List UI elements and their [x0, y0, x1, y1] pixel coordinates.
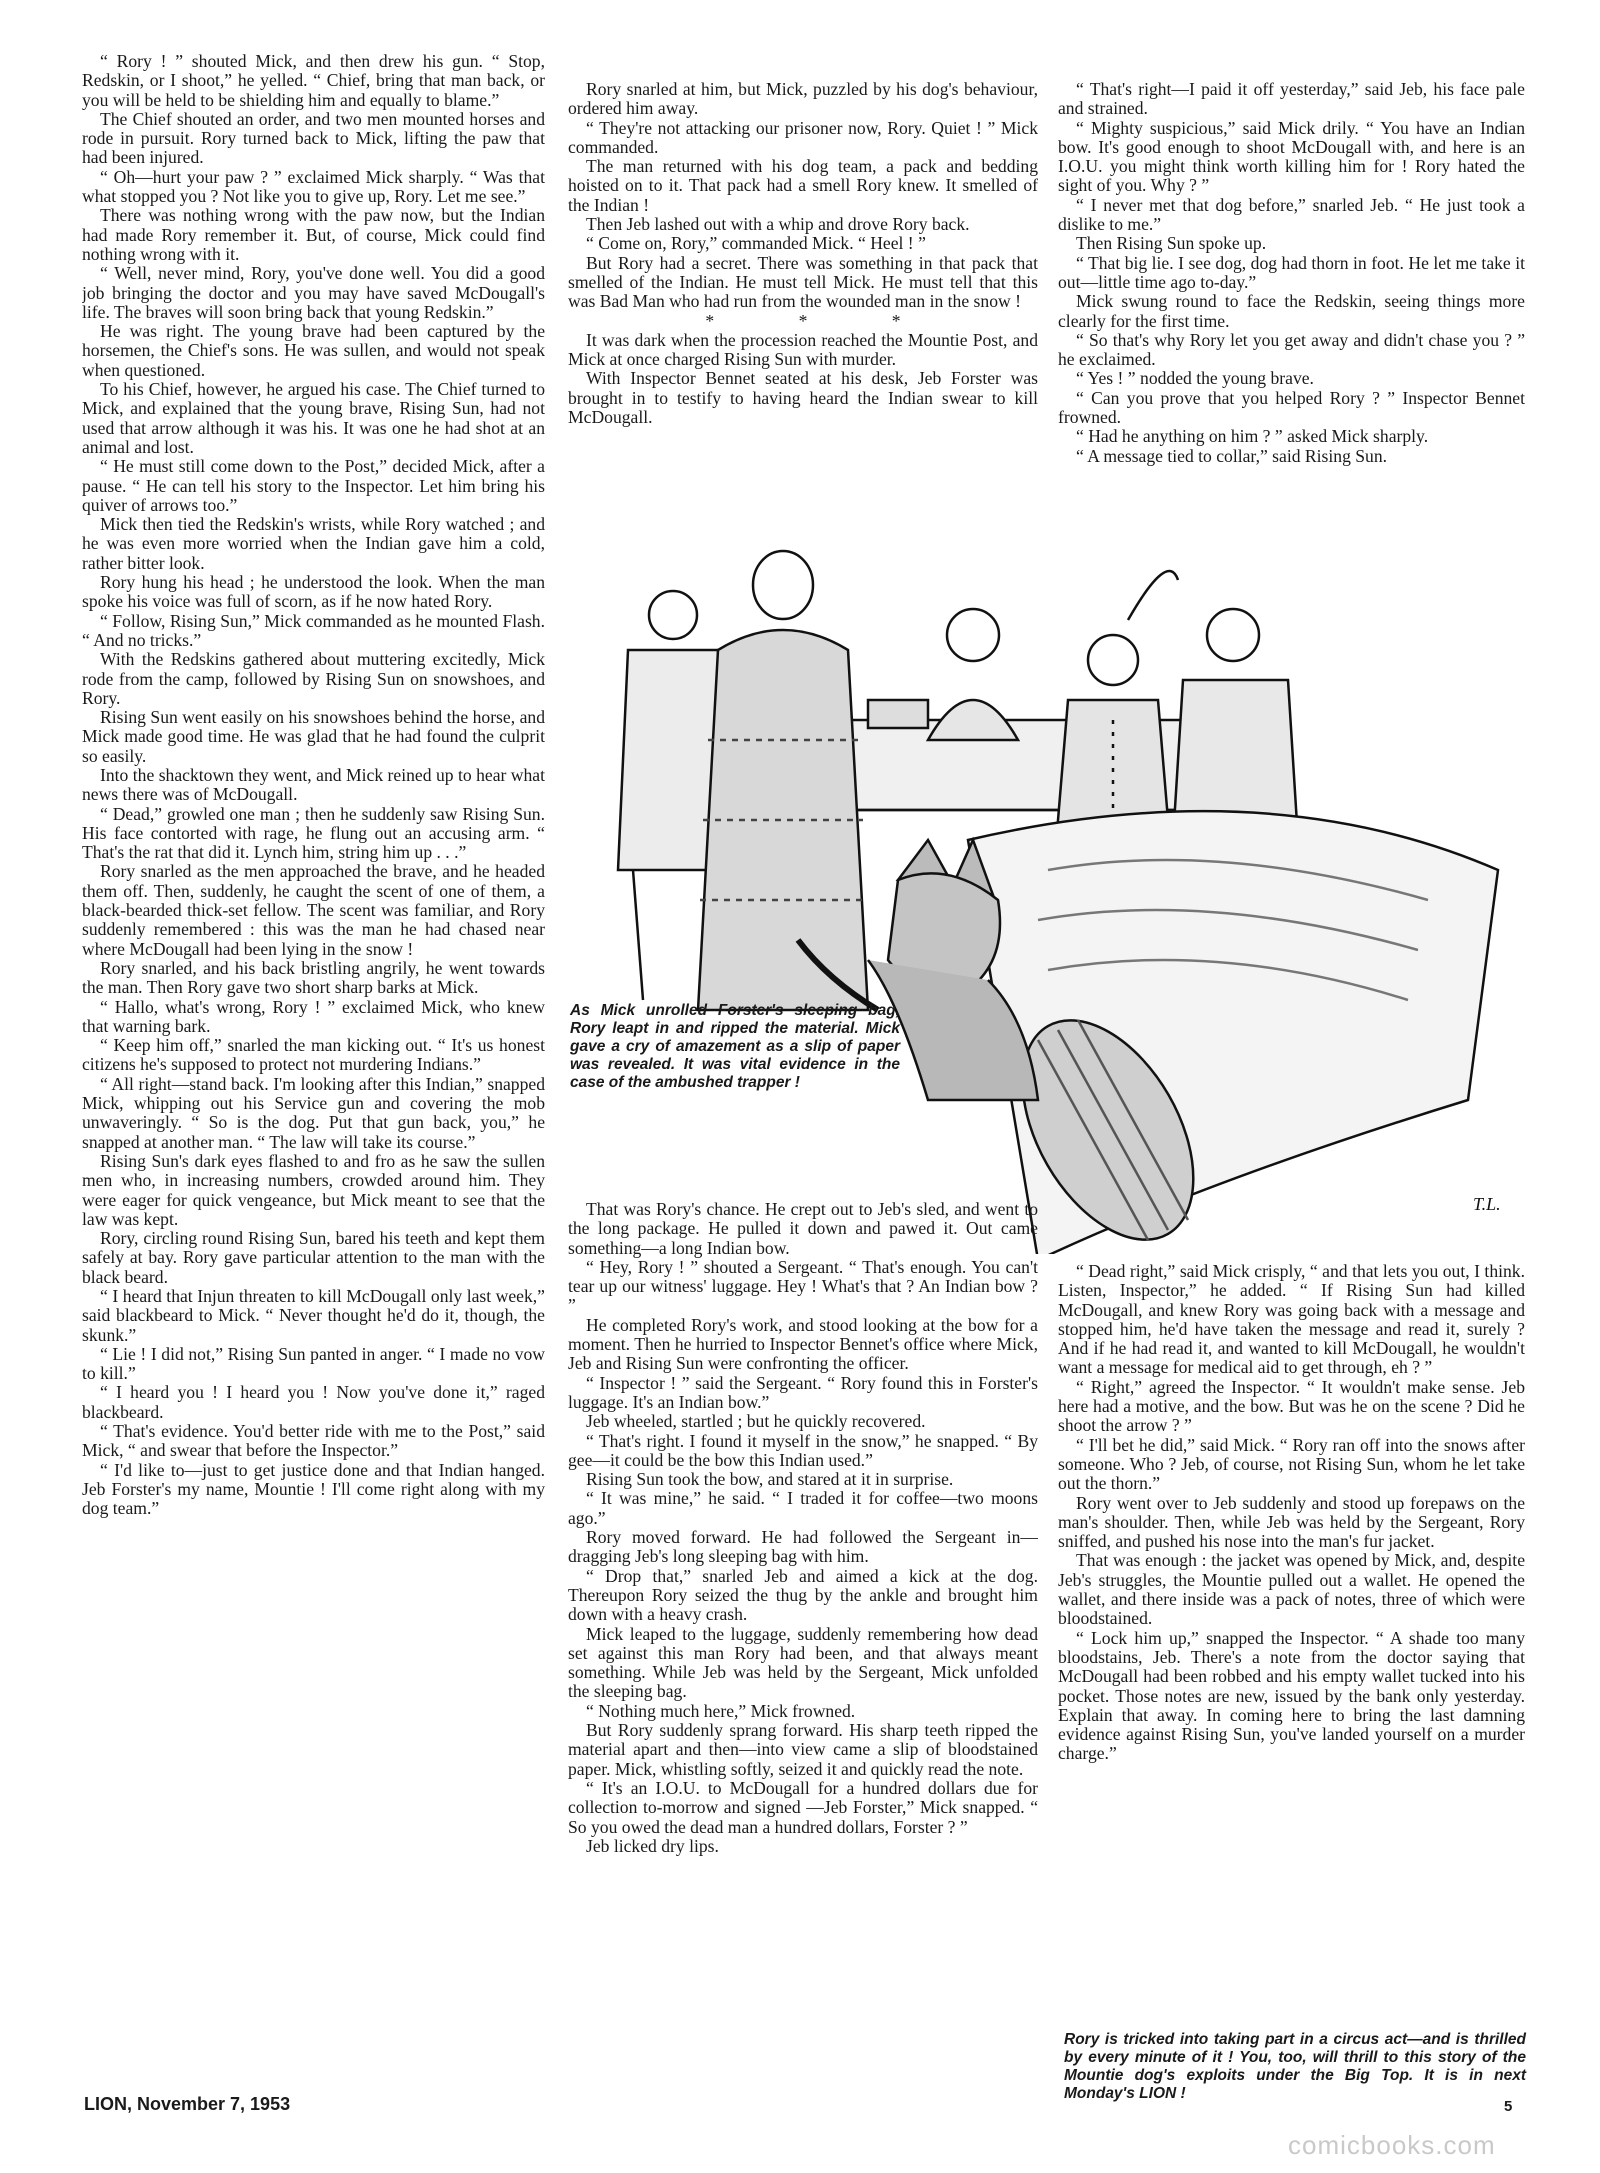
story-column-2-top [568, 80, 1038, 528]
story-paragraph: “ Well, never mind, Rory, you've done well. You did a good job bringing the doctor and you may have saved McDougall's life. The braves will soon bring back that young Redskin.” [82, 263, 545, 322]
story-paragraph: Jeb licked dry lips. [586, 1835, 719, 1856]
story-paragraph: “ He must still come down to the Post,” decided Mick, after a pause. “ He can tell his story to the Inspector. Let him bring his quiver of arrows too.” [82, 456, 545, 515]
story-paragraph: It was dark when the procession reached the Mountie Post, and Mick at once charged Rising Sun with murder. [568, 329, 1038, 370]
story-paragraph: Rory snarled, and his back bristling angrily, he went towards the man. Then Rory gave two short sharp barks at Mick. [82, 957, 545, 998]
story-column-1 [82, 52, 545, 2050]
illustration-caption: As Mick unrolled Forster's sleeping bag, Rory leapt in and ripped the material. Mick gave a cry of amazement as a slip of paper was revealed. It was vital evidence in the case of the ambushed trapper ! [570, 1002, 900, 1091]
story-paragraph: With the Redskins gathered about muttering excitedly, Mick rode from the camp, followed by Rising Sun on snowshoes, and Rory. [82, 649, 545, 708]
story-paragraph: “ Drop that,” snarled Jeb and aimed a kick at the dog. Thereupon Rory seized the thug by the ankle and brought him down with a heavy crash. [568, 1565, 1038, 1625]
story-paragraph: Rory snarled as the men approached the brave, and he headed them off. Then, suddenly, he caught the scent of one of them, a black-bearded thick-set fellow. The scent was familiar, and Rory suddenly remembered : this was the man he had chased near where McDougall had been lying in the snow ! [82, 861, 545, 959]
story-paragraph: Mick leaped to the luggage, suddenly remembering how dead set against this man Rory had been, and that always meant something. While Jeb was held by the Sergeant, Mick unfolded the sleeping bag. [568, 1623, 1038, 1702]
story-paragraph: “ It's an I.O.U. to McDougall for a hundred dollars due for collection to-morrow and signed —Jeb Forster,” Mick snapped. “ So you owed the dead man a hundred dollars, Forster ? ” [568, 1777, 1038, 1837]
story-illustration [568, 540, 1528, 1254]
story-paragraph: “ I heard that Injun threaten to kill McDougall only last week,” said blackbeard to Mick. “ Never thought he'd do it, though, the skunk.” [82, 1286, 545, 1345]
story-paragraph: The man returned with his dog team, a pack and bedding hoisted on to it. That pack had a smell Rory knew. It smelled of the Indian ! [568, 156, 1038, 215]
story-paragraph: “ I heard you ! I heard you ! Now you've done it,” raged blackbeard. [82, 1382, 545, 1422]
story-paragraph: Rising Sun's dark eyes flashed to and fro as he saw the sullen men who, in increasing numbers, crowded around him. They were eager for quick vengeance, but Mick meant to see that the law was kept. [82, 1150, 545, 1229]
story-paragraph: With Inspector Bennet seated at his desk, Jeb Forster was brought in to testify to having heard the Indian swear to kill McDougall. [568, 368, 1038, 428]
story-paragraph: “ That's right. I found it myself in the snow,” he snapped. “ By gee—it could be the bow this Indian used.” [568, 1430, 1038, 1470]
story-paragraph: “ So that's why Rory let you get away and didn't chase you ? ” he exclaimed. [1058, 329, 1525, 370]
story-paragraph: “ Dead,” growled one man ; then he suddenly saw Rising Sun. His face contorted with rage, he flung out an accusing arm. “ That's the rat that did it. Lynch him, string him up . . .” [82, 803, 545, 863]
story-paragraph: Then Jeb lashed out with a whip and drove Rory back. [586, 214, 970, 235]
illustrator-signature: T.L. [1473, 1194, 1501, 1214]
story-paragraph: “ Hallo, what's wrong, Rory ! ” exclaimed Mick, who knew that warning bark. [82, 996, 545, 1036]
story-paragraph: The Chief shouted an order, and two men mounted horses and rode in pursuit. Rory turned back to Mick, lifting the paw that had been injured. [82, 108, 545, 168]
story-paragraph: That was enough : the jacket was opened by Mick, and, despite Jeb's struggles, the Mountie pulled out a wallet. He opened the wallet, and there inside was a pack of notes, three of which were bloodstained. [1058, 1550, 1525, 1629]
page-number: 5 [1504, 2098, 1513, 2115]
story-paragraph: “ A message tied to collar,” said Rising Sun. [1076, 445, 1388, 466]
story-paragraph: * * * [705, 310, 941, 331]
story-paragraph: “ It was mine,” he said. “ I traded it for coffee—two moons ago.” [568, 1488, 1038, 1528]
story-paragraph: Rory hung his head ; he understood the look. When the man spoke his voice was full of scorn, as if he now hated Rory. [82, 572, 545, 612]
story-paragraph: “ Hey, Rory ! ” shouted a Sergeant. “ That's enough. You can't tear up our witness' luggage. Hey ! What's that ? An Indian bow ? ” [568, 1256, 1038, 1316]
story-paragraph: “ I'll bet he did,” said Mick. “ Rory ran off into the snows after someone. Who ? Jeb, of course, not Rising Sun, whom he let take out the thorn.” [1058, 1434, 1525, 1494]
story-paragraph: “ Come on, Rory,” commanded Mick. “ Heel ! ” [586, 233, 926, 254]
story-paragraph: But Rory suddenly sprang forward. His sharp teeth ripped the material apart and then—into view came a slip of bloodstained paper. Mick, whistling softly, seized it and quickly read the note. [568, 1720, 1038, 1779]
issue-date: LION, November 7, 1953 [84, 2094, 291, 2114]
next-week-teaser: Rory is tricked into taking part in a circus act—and is thrilled by every minute of it ! You, too, will thrill to this story of the Mountie dog's exploits under the Big Top. It is in next Monday's LION ! [1064, 2031, 1526, 2102]
story-paragraph: He completed Rory's work, and stood looking at the bow for a moment. Then he hurried to Inspector Bennet's office where Mick, Jeb and Rising Sun were confronting the officer. [568, 1314, 1038, 1374]
story-paragraph: “ I'd like to—just to get justice done and that Indian hanged. Jeb Forster's my name, Mountie ! I'll come right along with my dog team.” [82, 1459, 545, 1519]
story-paragraph: “ Oh—hurt your paw ? ” exclaimed Mick sharply. “ Was that what stopped you ? Not like you to give up, Rory. Let me see.” [82, 166, 545, 207]
story-paragraph: “ Keep him off,” snarled the man kicking out. “ It's us honest citizens he's supposed to protect not murdering Indians.” [82, 1035, 545, 1075]
story-paragraph: “ That big lie. I see dog, dog had thorn in foot. He let me take it out—little time ago to-day.” [1058, 252, 1525, 292]
story-paragraph: “ Inspector ! ” said the Sergeant. “ Rory found this in Forster's luggage. It's an Indian bow.” [568, 1372, 1038, 1412]
story-paragraph: “ Had he anything on him ? ” asked Mick sharply. [1076, 426, 1429, 447]
story-paragraph: “ Dead right,” said Mick crisply, “ and that lets you out, I think. Listen, Inspector,” he added. “ If Rising Sun had killed McDougall, and knew Rory was going back with a message and stopped him, he'd have taken the message and read it, surely ? And if he had read it, and wanted to kill McDougall, he wouldn't want a message for medical aid to get through, eh ? ” [1058, 1262, 1525, 1378]
story-paragraph: Mick swung round to face the Redskin, seeing things more clearly for the first time. [1058, 291, 1525, 331]
story-paragraph: Jeb wheeled, startled ; but he quickly recovered. [586, 1411, 926, 1432]
story-paragraph: Rory, circling round Rising Sun, bared his teeth and kept them safely at bay. Rory gave particular attention to the man with the black beard. [82, 1228, 545, 1287]
story-paragraph: “ Lock him up,” snapped the Inspector. “ A shade too many bloodstains, Jeb. There's a note from the doctor saying that McDougall had been robbed and his empty wallet tucked into his pocket. Those notes are new, issued by the bank only yesterday. Explain that away. In coming here to bring the last damning evidence against Rising Sun, you've landed yourself on a murder charge.” [1058, 1627, 1525, 1764]
story-paragraph: “ They're not attacking our prisoner now, Rory. Quiet ! ” Mick commanded. [568, 117, 1038, 157]
story-paragraph: “ Right,” agreed the Inspector. “ It wouldn't make sense. Jeb here had a motive, and the bow. But was he on the scene ? Did he shoot the arrow ? ” [1058, 1376, 1525, 1436]
story-paragraph: “ That's right—I paid it off yesterday,” said Jeb, his face pale and strained. [1058, 80, 1525, 119]
story-column-3-top [1058, 80, 1525, 538]
story-paragraph: Into the shacktown they went, and Mick reined up to hear what news there was of McDougall. [82, 764, 545, 805]
story-column-2-bottom [568, 1200, 1038, 2078]
story-paragraph: Rory moved forward. He had followed the Sergeant in—dragging Jeb's long sleeping bag with him. [568, 1527, 1038, 1567]
story-paragraph: Rory snarled at him, but Mick, puzzled by his dog's behaviour, ordered him away. [568, 80, 1038, 119]
story-paragraph: “ I never met that dog before,” snarled Jeb. “ He just took a dislike to me.” [1058, 194, 1525, 235]
story-paragraph: “ Rory ! ” shouted Mick, and then drew his gun. “ Stop, Redskin, or I shoot,” he yelled. “ Chief, bring that man back, or you will be held to be shielding him and equally to blame.” [82, 52, 545, 110]
story-paragraph: That was Rory's chance. He crept out to Jeb's sled, and went to the long package. He pulled it down and pawed it. Out came something—a long Indian bow. [568, 1200, 1038, 1258]
story-column-3-bottom [1058, 1262, 1525, 2030]
story-paragraph: “ Nothing much here,” Mick frowned. [586, 1700, 856, 1721]
story-paragraph: “ Mighty suspicious,” said Mick drily. “ You have an Indian bow. It's good enough to shoot McDougall with, and here is an I.O.U. you might think worth killing him for ! Rory hated the sight of you. Why ? ” [1058, 117, 1525, 196]
story-paragraph: “ All right—stand back. I'm looking after this Indian,” snapped Mick, whipping out his Service gun and covering the mob unwaveringly. “ So is the dog. Put that gun back, you,” he snapped at another man. “ The law will take its course.” [82, 1073, 545, 1152]
story-paragraph: Mick then tied the Redskin's wrists, while Rory watched ; and he was even more worried when the Indian gave him a cold, rather bitter look. [82, 514, 545, 573]
story-paragraph: “ Yes ! ” nodded the young brave. [1076, 368, 1314, 389]
story-paragraph: Then Rising Sun spoke up. [1076, 233, 1267, 254]
story-paragraph: “ Follow, Rising Sun,” Mick commanded as he mounted Flash. “ And no tricks.” [82, 610, 545, 650]
story-paragraph: Rising Sun took the bow, and stared at it in surprise. [586, 1469, 954, 1490]
story-paragraph: “ Can you prove that you helped Rory ? ” Inspector Bennet frowned. [1058, 387, 1525, 428]
story-paragraph: To his Chief, however, he argued his case. The Chief turned to Mick, and explained that the young brave, Rising Sun, had not used that arrow although it was his. It was one he had shot at an animal and lost. [82, 379, 545, 457]
story-paragraph: There was nothing wrong with the paw now, but the Indian had made Rory remember it. But, of course, Mick could find nothing wrong with it. [82, 205, 545, 264]
story-paragraph: But Rory had a secret. There was something in that pack that smelled of the Indian. He must tell Mick. He must tell that this was Bad Man who had run from the wounded man in the snow ! [568, 252, 1038, 312]
story-paragraph: Rising Sun went easily on his snowshoes behind the horse, and Mick made good time. He was glad that he had found the culprit so easily. [82, 707, 545, 766]
story-paragraph: “ Lie ! I did not,” Rising Sun panted in anger. “ I made no vow to kill.” [82, 1343, 545, 1384]
story-paragraph: Rory went over to Jeb suddenly and stood up forepaws on the man's shoulder. Then, while Jeb was held by the Sergeant, Rory sniffed, and pushed his nose into the man's fur jacket. [1058, 1492, 1525, 1552]
story-paragraph: He was right. The young brave had been captured by the horsemen, the Chief's sons. He was sullen, and would not speak when questioned. [82, 321, 545, 380]
watermark: comicbooks.com [1288, 2130, 1496, 2160]
story-paragraph: “ That's evidence. You'd better ride with me to the Post,” said Mick, “ and swear that before the Inspector.” [82, 1421, 545, 1461]
